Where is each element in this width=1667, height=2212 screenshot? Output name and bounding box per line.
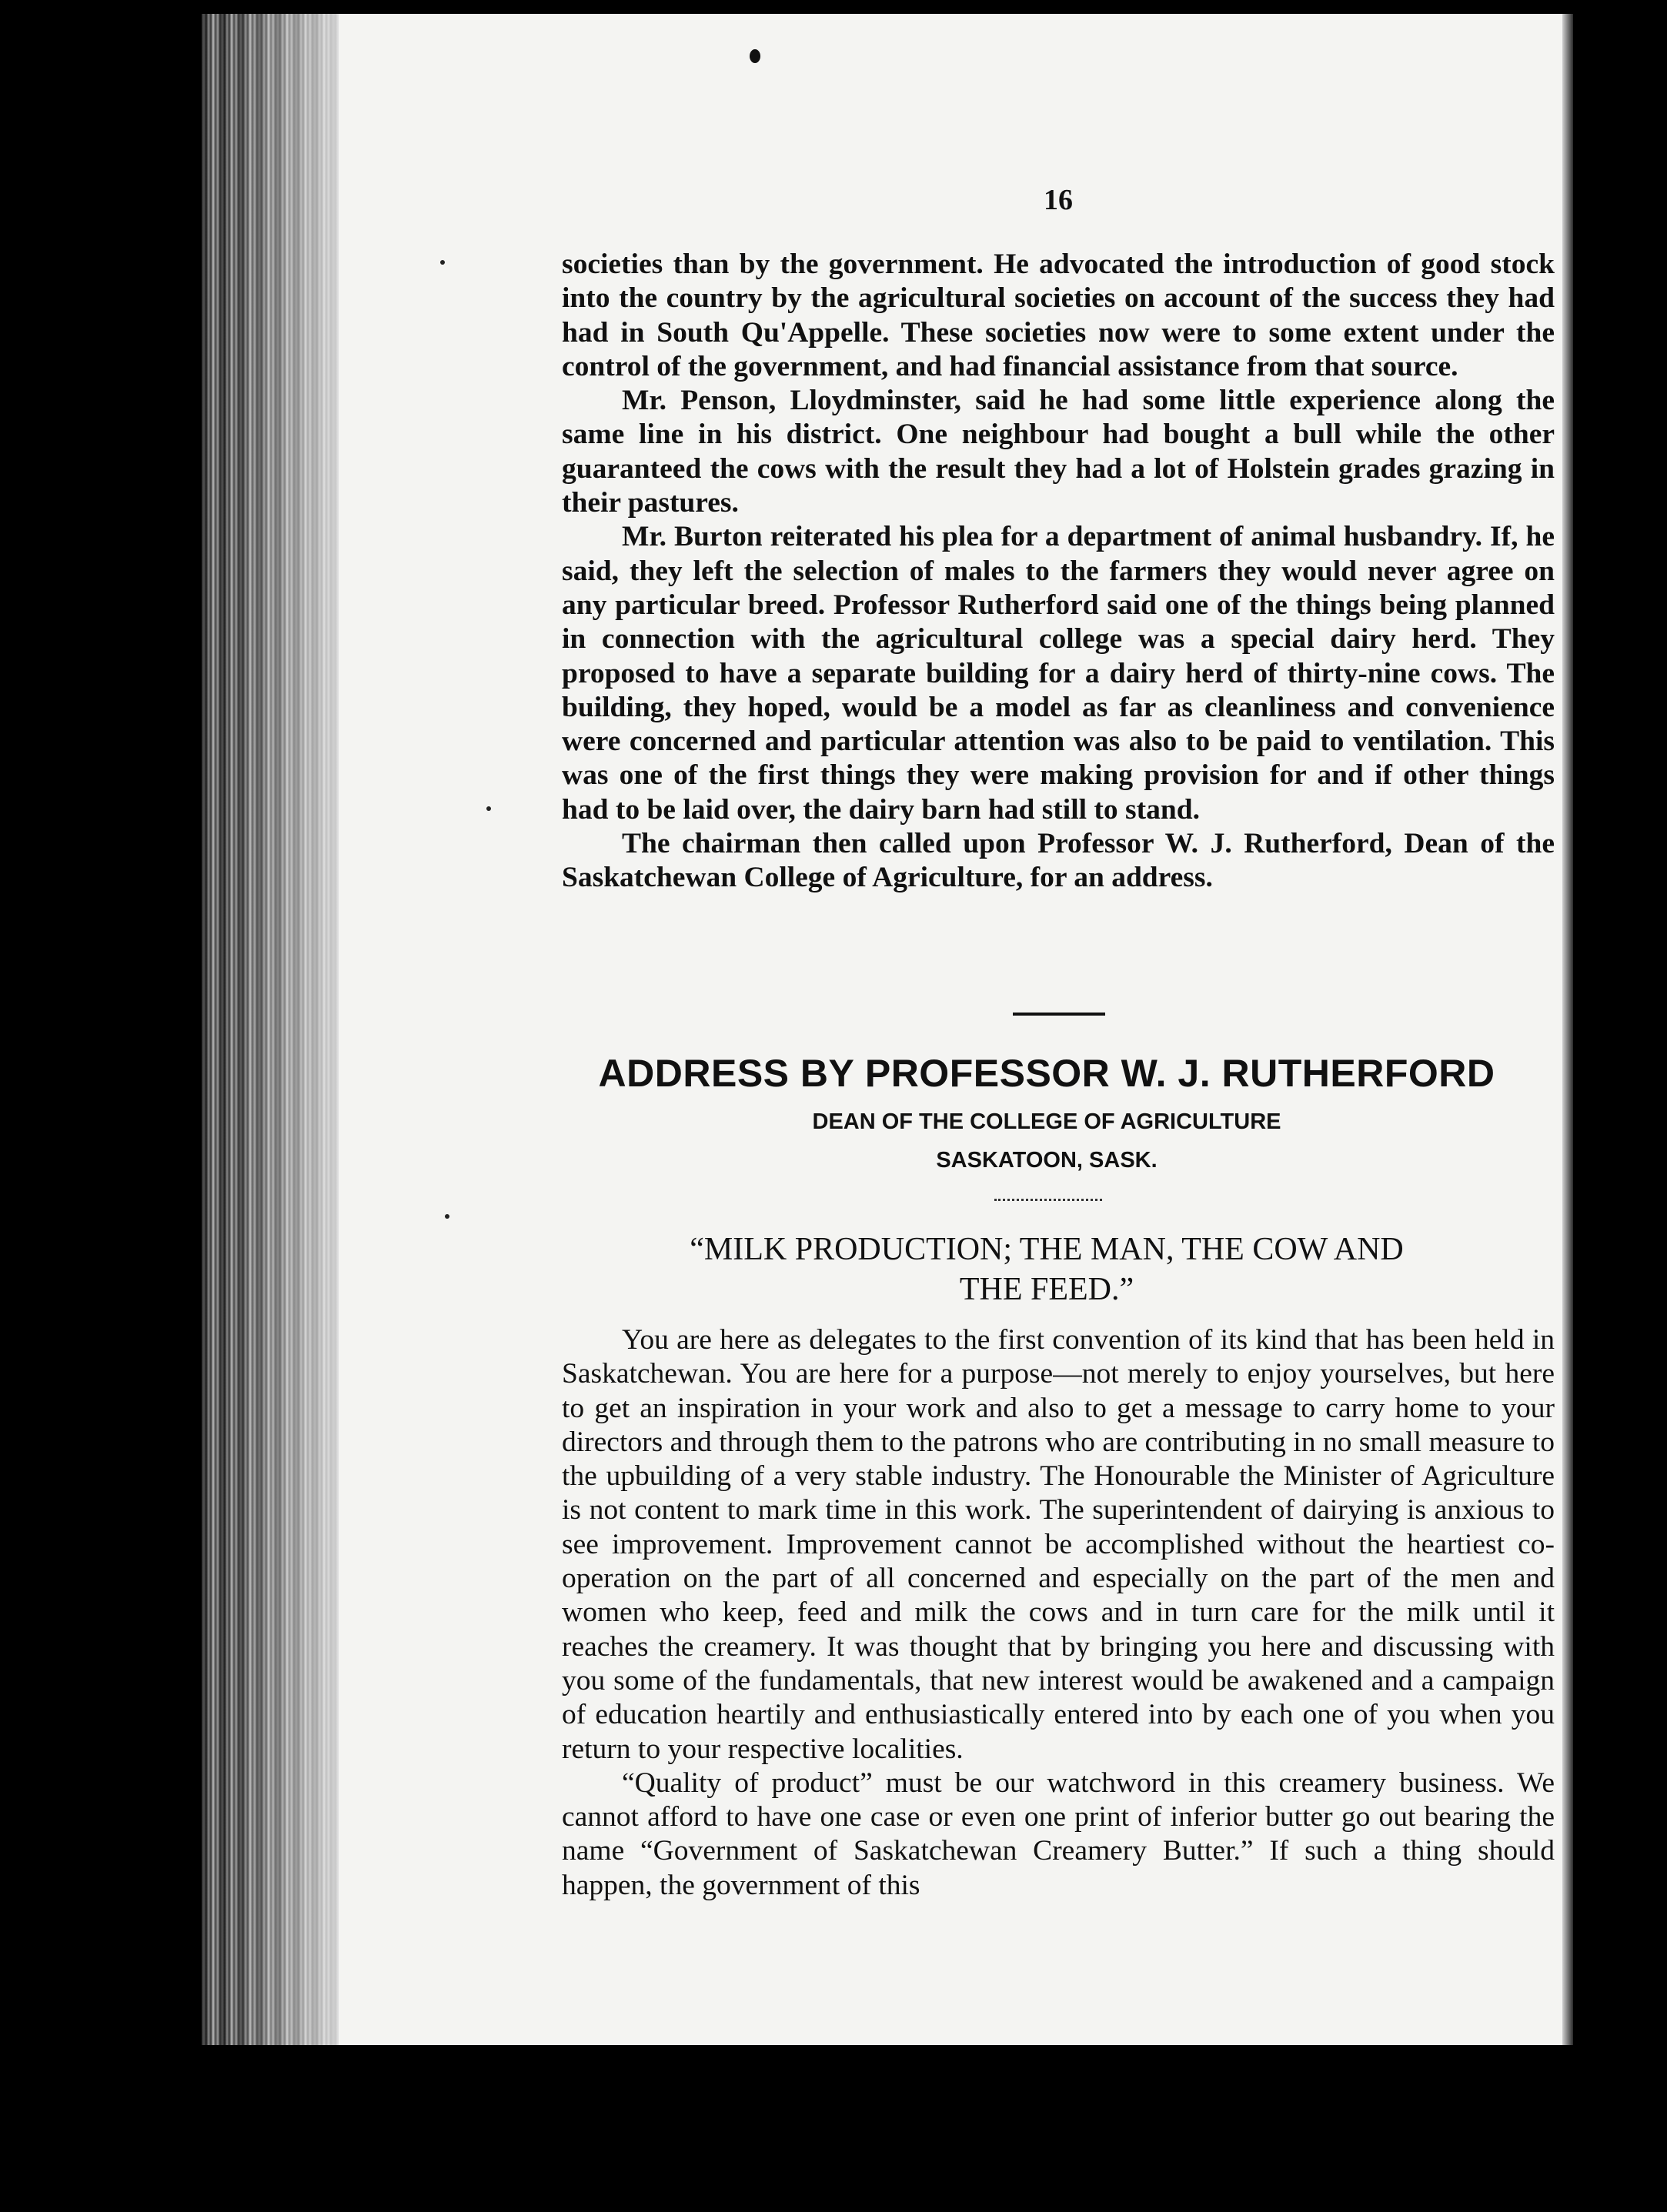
body-text-top <box>562 248 1555 896</box>
margin-speck <box>440 260 445 265</box>
body-text-bottom <box>562 1323 1555 1903</box>
address-subheading-location: SASKATOON, SASK. <box>936 1148 1158 1173</box>
section-divider <box>1013 1013 1105 1016</box>
margin-speck <box>486 806 491 811</box>
page-header <box>562 0 1555 231</box>
gutter-shadow <box>231 14 354 2045</box>
page-number: 16 <box>1044 184 1073 216</box>
small-divider <box>994 1199 1102 1201</box>
address-title-line: THE FEED.” <box>959 1272 1134 1307</box>
address-heading: ADDRESS BY PROFESSOR W. J. RUTHERFORD <box>598 1052 1495 1095</box>
paragraph: Mr. Burton reiterated his plea for a department of animal husbandry. If, he said, they left the selection of males to the farmers they would never agree on any particular breed. Professor Rutherford said one of the things being planned in connection with the agricultural college was a special dairy herd. They proposed to have a separate building for a dairy herd of thirty-nine cows. The building, they hoped, would be a model as far as cleanliness and convenience were concerned and particular attention was also to be paid to ventilation. This was one of the first things they were making provision for and if other things had to be laid over, the dairy barn had still to stand. <box>562 521 1555 826</box>
paragraph: You are here as delegates to the first convention of its kind that has been held in Saskatchewan. You are here for a purpose—not merely to enjoy yourselves, but here to get an inspiration in your work and also to get a message to carry home to your directors and through them to the patrons who are contributing in no small measure to the upbuilding of a very stable industry. The Honourable the Minister of Agriculture is not content to mark time in this work. The superintendent of dairying is anxious to see improvement. Improvement cannot be accomplished without the heartiest co-operation on the part of all concerned and especially on the part of the men and women who keep, feed and milk the cows and in turn care for the milk until it reaches the creamery. It was thought that by bringing you here and discussing with you some of the fundamentals, that new interest would be awakened and a campaign of education heartily and enthusiastically entered into by each one of you when you return to your respective localities. <box>562 1324 1555 1765</box>
paragraph: societies than by the government. He advocated the introduction of good stock into the country by the agricultural societies on account of the success they had had in South Qu'Appelle. These societies now were to some extent under the control of the government, and had financial assistance from that source. <box>562 249 1555 382</box>
paragraph: Mr. Penson, Lloydminster, said he had some little experience along the same line in his district. One neighbour had bought a bull while the other guaranteed the cows with the result they had a lot of Holstein grades grazing in their pastures. <box>562 385 1555 519</box>
page-edge <box>1562 14 1573 2045</box>
address-subheading-dean: DEAN OF THE COLLEGE OF AGRICULTURE <box>812 1109 1281 1134</box>
address-title-line: “MILK PRODUCTION; THE MAN, THE COW AND <box>690 1232 1404 1267</box>
paragraph: “Quality of product” must be our watchword in this creamery business. We cannot afford to have one case or even one print of inferior butter go out bearing the name “Government of Saskatchewan Creamery Butter.” If such a thing should happen, the government of this <box>562 1767 1555 1901</box>
margin-speck <box>445 1214 449 1219</box>
paragraph: The chairman then called upon Professor W. J. Rutherford, Dean of the Saskatchewan College of Agriculture, for an address. <box>562 828 1555 894</box>
address-title <box>585 1229 1508 1310</box>
